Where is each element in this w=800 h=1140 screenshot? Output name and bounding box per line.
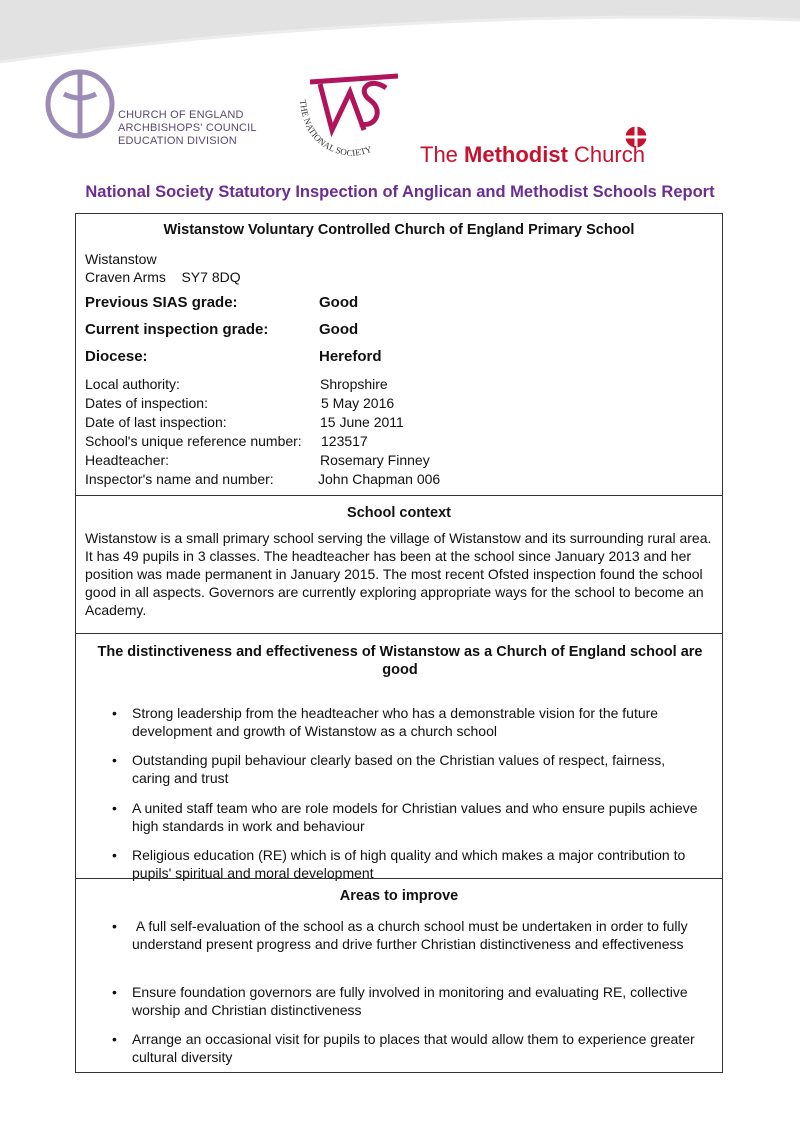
list-item-text: Strong leadership from the headteacher who has a demonstrable vision for the future development and growth of Wistanstow as a church school	[132, 705, 659, 739]
address-line-1: Wistanstow	[85, 251, 157, 267]
address-line-2: Craven Arms SY7 8DQ	[85, 269, 241, 285]
detail-row	[85, 375, 388, 394]
bullet-icon: •	[112, 984, 117, 1000]
detail-value: Shropshire	[320, 376, 388, 392]
methodist-suffix: Church	[567, 142, 645, 167]
grade-label: Previous SIAS grade:	[85, 294, 238, 311]
detail-label: Date of last inspection:	[85, 414, 227, 430]
details-list	[85, 375, 441, 489]
detail-label: Headteacher:	[85, 452, 170, 468]
improve-heading: Areas to improve	[339, 888, 459, 904]
report-title: National Society Statutory Inspection of Anglican and Methodist Schools Report	[85, 183, 715, 201]
school-details-section	[76, 214, 722, 495]
grade-value: Hereford	[319, 348, 382, 365]
grade-value: Good	[319, 321, 359, 338]
detail-row	[85, 432, 368, 451]
coe-line-2: ARCHBISHOPS' COUNCIL	[118, 122, 257, 134]
detail-row	[85, 470, 441, 489]
school-address	[85, 250, 241, 286]
grade-row-diocese	[85, 348, 382, 365]
bullet-icon: •	[112, 705, 117, 721]
list-item-text: A united staff team who are role models for Christian values and who ensure pupils achieve high standards in work and behaviour	[132, 800, 698, 834]
distinctiveness-section	[76, 633, 722, 881]
grade-row-current	[85, 321, 359, 338]
detail-value: 5 May 2016	[321, 395, 395, 411]
bullet-icon: •	[112, 1031, 117, 1047]
detail-value: 123517	[321, 433, 368, 449]
methodist-church-logo	[420, 124, 670, 170]
detail-label: School's unique reference number:	[85, 433, 302, 449]
national-society-emblem-icon	[290, 70, 410, 165]
report-frame	[75, 213, 723, 1073]
grade-row-previous	[85, 294, 359, 311]
areas-to-improve-section	[76, 878, 722, 1072]
national-society-logo	[290, 70, 410, 165]
detail-label: Local authority:	[85, 376, 180, 392]
church-of-england-logo	[44, 66, 294, 147]
school-context-section	[76, 495, 722, 633]
context-text: Wistanstow is a small primary school serving the village of Wistanstow and its surrounding rural area. It has 49 pupils in 3 classes. The headteacher has been at the school since January 2013 and her position was made permanent in January 2015. The most recent Ofsted inspection found the school good in all aspects. Governors are currently exploring appropriate ways for the school to become an Academy.	[85, 530, 712, 618]
bullet-icon: •	[112, 752, 117, 768]
bullet-icon: •	[112, 800, 117, 816]
detail-value: John Chapman 006	[318, 471, 441, 487]
detail-label: Inspector's name and number:	[85, 471, 274, 487]
detail-value: Rosemary Finney	[320, 452, 430, 468]
coe-line-1: CHURCH OF ENGLAND	[118, 109, 244, 121]
methodist-bold: Methodist	[464, 142, 568, 167]
list-item-text: Outstanding pupil behaviour clearly based on the Christian values of respect, fairness, caring and trust	[132, 752, 666, 786]
bullet-icon: •	[112, 847, 117, 863]
detail-row	[85, 413, 404, 432]
detail-row	[85, 451, 430, 470]
detail-label: Dates of inspection:	[85, 395, 208, 411]
detail-value: 15 June 2011	[320, 414, 404, 430]
school-name: Wistanstow Voluntary Controlled Church of England Primary School	[163, 222, 635, 238]
header-swoosh	[0, 0, 800, 70]
bullet-icon: •	[112, 918, 117, 934]
detail-row	[85, 394, 395, 413]
methodist-wordmark	[420, 142, 645, 168]
national-society-arc-text: THE NATIONAL SOCIETY	[297, 99, 373, 159]
coe-line-3: EDUCATION DIVISION	[118, 135, 237, 147]
grade-label: Diocese:	[85, 348, 148, 365]
distinctiveness-heading: The distinctiveness and effectiveness of Wistanstow as a Church of England school are good	[97, 644, 703, 678]
grade-label: Current inspection grade:	[85, 321, 269, 338]
context-heading: School context	[347, 505, 451, 521]
list-item-text: Ensure foundation governors are fully involved in monitoring and evaluating RE, collective worship and Christian distinctiveness	[132, 984, 688, 1018]
methodist-prefix: The	[420, 142, 465, 167]
grade-value: Good	[319, 294, 359, 311]
list-item-text: A full self-evaluation of the school as a church school must be undertaken in order to fully understand present progress and drive further Christian distinctiveness and effectiveness	[132, 918, 696, 952]
coe-cross-circle-icon	[44, 66, 118, 142]
list-item-text: Religious education (RE) which is of high quality and which makes a major contribution to pupils' spiritual and moral development	[132, 847, 686, 881]
list-item-text: Arrange an occasional visit for pupils to places that would allow them to experience greater cultural diversity	[132, 1031, 695, 1065]
